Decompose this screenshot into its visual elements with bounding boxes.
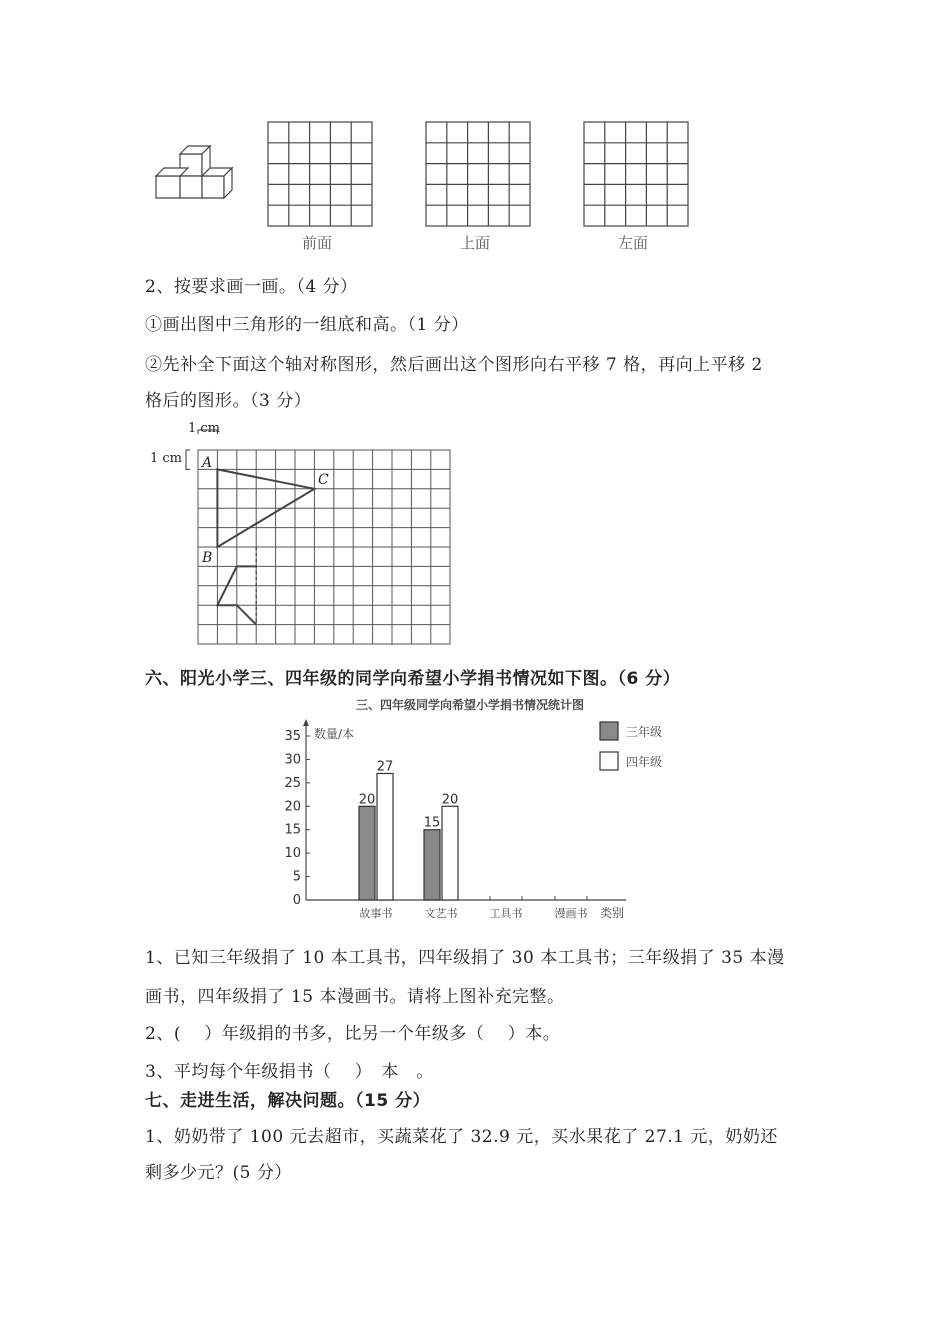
scale-label-x: 1 cm [188, 421, 221, 436]
x-tick-label: 文艺书 [424, 907, 458, 920]
chart-bars [359, 759, 459, 900]
section7-q1-line2: 剩多少元？(5 分） [145, 1163, 292, 1183]
q2-item2-line1: ②先补全下面这个轴对称图形，然后画出这个图形向右平移 7 格，再向上平移 2 [145, 355, 763, 375]
point-c-label: C [318, 472, 329, 488]
bar-data-label: 20 [358, 792, 376, 808]
q2-item2-line2: 格后的图形。（3 分） [145, 391, 312, 411]
y-tick-label: 25 [284, 775, 301, 791]
x-tick-label: 漫画书 [554, 907, 588, 920]
legend-label: 三年级 [626, 725, 663, 739]
bar-grade3 [424, 830, 440, 900]
front-view-label: 前面 [302, 234, 333, 252]
chart-x-label: 类别 [600, 906, 625, 920]
section6-q1-line1: 1、已知三年级捐了 10 本工具书，四年级捐了 30 本工具书；三年级捐了 35 本漫 [145, 948, 785, 968]
chart-title: 三、四年级同学向希望小学捐书情况统计图 [355, 698, 585, 712]
bar-grade4 [377, 773, 393, 900]
y-tick-label: 5 [292, 869, 301, 885]
x-tick-label: 故事书 [359, 907, 393, 920]
left-view-grid[interactable] [584, 122, 688, 226]
scale-bracket-y [186, 450, 190, 469]
section7-q1-line1: 1、奶奶带了 100 元去超市，买蔬菜花了 32.9 元，买水果花了 27.1 元，奶奶还 [145, 1127, 778, 1147]
y-tick-label: 15 [284, 822, 301, 838]
chart-y-label: 数量/本 [314, 727, 355, 741]
bar-grade3 [359, 806, 375, 900]
q2-item1: ①画出图中三角形的一组底和高。（1 分） [145, 315, 469, 335]
bar-data-label: 15 [423, 815, 441, 831]
section6-title: 六、阳光小学三、四年级的同学向希望小学捐书情况如下图。（6 分） [145, 669, 681, 689]
chart-legend [600, 722, 662, 770]
legend-swatch [600, 752, 618, 770]
scale-label-y: 1 cm [150, 451, 183, 466]
front-view-grid[interactable] [268, 122, 372, 226]
bar-grade4 [442, 806, 458, 900]
cube-stack-image [156, 146, 232, 198]
section7-title: 七、走进生活，解决问题。（15 分） [145, 1091, 431, 1111]
y-tick-label: 10 [284, 846, 301, 862]
left-view-label: 左面 [618, 234, 649, 252]
y-tick-label: 30 [284, 752, 301, 768]
point-b-label: B [202, 550, 213, 566]
top-view-grid[interactable] [426, 122, 530, 226]
q2-title: 2、按要求画一画。（4 分） [145, 277, 358, 297]
y-tick-label: 20 [284, 799, 301, 815]
point-a-label: A [202, 455, 213, 471]
y-tick-label: 35 [284, 729, 301, 744]
top-view-label: 上面 [460, 234, 491, 252]
section6-q2: 2、( ）年级捐的书多，比另一个年级多（ ）本。 [145, 1024, 561, 1044]
bar-data-label: 27 [376, 759, 394, 775]
bar-chart [270, 692, 690, 928]
drawing-grid-figure[interactable] [140, 420, 460, 650]
y-axis-arrow [303, 719, 309, 726]
section6-q3: 3、平均每个年级捐书（ ） 本 。 [145, 1062, 434, 1082]
x-tick-label: 工具书 [489, 907, 523, 920]
legend-swatch [600, 722, 618, 740]
bar-data-label: 20 [441, 792, 459, 808]
y-tick-label: 0 [292, 893, 301, 908]
legend-label: 四年级 [626, 755, 663, 769]
section6-q1-line2: 画书，四年级捐了 15 本漫画书。请将上图补充完整。 [145, 987, 565, 1007]
chart-container [270, 692, 690, 928]
